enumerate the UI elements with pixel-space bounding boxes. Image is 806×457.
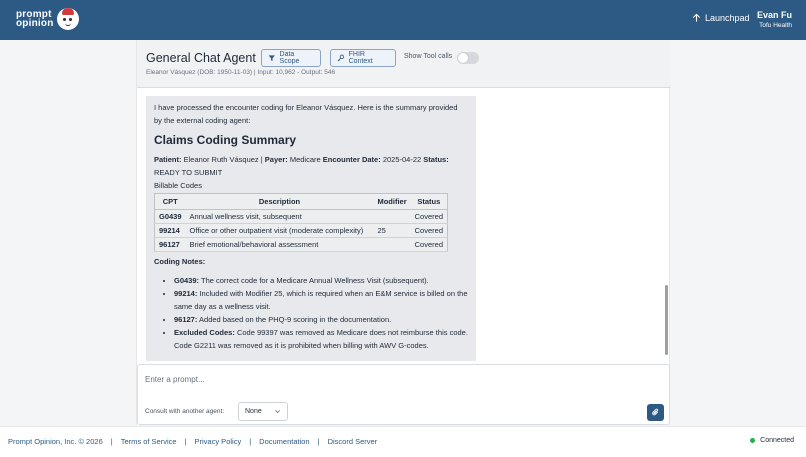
date-value: 2025-04-22	[382, 155, 422, 164]
footer-links: Prompt Opinion, Inc. © 2026 | Terms of Service | Privacy Policy | Documentation | Discord Server	[8, 437, 378, 446]
cell-description: Office or other outpatient visit (moderate complexity)	[186, 224, 374, 238]
agent-header	[137, 40, 671, 88]
payer-label: Payer:	[264, 155, 288, 164]
note-code: 99214:	[174, 289, 198, 298]
toggle-knob	[458, 53, 468, 63]
data-scope-button[interactable]	[261, 49, 321, 67]
prompt-composer	[137, 364, 670, 425]
note-text: Code 99397 was removed as Medicare does not reimburse this code. Code G2211 was removed as it is prohibited when billing with AWV G-codes.	[174, 328, 468, 350]
consult-agent-select[interactable]	[238, 402, 288, 421]
consult-agent-label: Consult with another agent:	[145, 408, 225, 415]
copyright: Prompt Opinion, Inc. © 2026	[8, 437, 103, 446]
patient-value: Eleanor Ruth Vásquez |	[183, 155, 263, 164]
documentation-link[interactable]: Documentation	[259, 437, 310, 446]
chat-panel	[136, 40, 670, 425]
summary-line	[154, 153, 468, 179]
billable-codes-label: Billable Codes	[154, 181, 202, 190]
coding-notes-list	[154, 274, 474, 352]
key-icon	[337, 54, 345, 62]
user-org: Tofu Health	[759, 22, 792, 29]
data-scope-label: Data Scope	[279, 51, 300, 65]
date-label: Encounter Date:	[322, 155, 381, 164]
status-text: Connected	[760, 437, 794, 444]
message-intro: I have processed the encounter coding for Eleanor Vásquez. Here is the summary provided by the external coding agent:	[154, 103, 458, 125]
status-value: READY TO SUBMIT	[154, 168, 223, 177]
status-dot-icon	[750, 438, 755, 443]
status-label: Status:	[423, 155, 449, 164]
note-text: Added based on the PHQ-9 scoring in the documentation.	[199, 315, 392, 324]
note-text: Included with Modifier 25, which is required when an E&M service is billed on the same day as a wellness visit.	[174, 289, 468, 311]
tool-calls-label: Show Tool calls	[404, 53, 453, 60]
connection-status	[750, 437, 794, 444]
user-name: Evan Fu	[756, 10, 792, 20]
launchpad-link[interactable]	[692, 13, 750, 23]
cell-status: Covered	[411, 224, 448, 238]
cell-description: Brief emotional/behavioral assessment	[186, 238, 374, 252]
cell-cpt: G0439	[155, 210, 186, 224]
patient-label: Patient:	[154, 155, 182, 164]
attach-button[interactable]	[647, 404, 664, 421]
privacy-link[interactable]: Privacy Policy	[194, 437, 242, 446]
cell-modifier	[373, 210, 410, 224]
arrow-up-icon	[692, 13, 701, 23]
fhir-context-label: FHIR Context	[348, 51, 373, 65]
table-row	[155, 210, 448, 224]
table-header-row	[155, 194, 448, 210]
filter-icon	[268, 54, 276, 62]
list-item	[174, 274, 474, 287]
list-item	[174, 287, 474, 313]
footer	[0, 426, 806, 457]
fhir-context-button[interactable]	[330, 49, 396, 67]
cell-modifier: 25	[373, 224, 410, 238]
logo-line-2: opinion	[16, 18, 54, 29]
top-navbar	[0, 0, 806, 40]
terms-link[interactable]: Terms of Service	[120, 437, 177, 446]
note-code: Excluded Codes:	[174, 328, 235, 337]
logo-line-1: prompt	[16, 9, 52, 20]
tool-calls-toggle[interactable]	[457, 52, 479, 64]
cell-modifier	[373, 238, 410, 252]
list-item	[174, 326, 474, 352]
payer-value: Medicare	[289, 155, 321, 164]
logo[interactable]	[16, 8, 79, 30]
summary-heading: Claims Coding Summary	[154, 133, 297, 147]
header-status: Status	[411, 194, 448, 210]
logo-text	[16, 10, 54, 28]
list-item	[174, 313, 474, 326]
note-text: The correct code for a Medicare Annual Wellness Visit (subsequent).	[200, 276, 429, 285]
note-code: G0439:	[174, 276, 200, 285]
discord-link[interactable]: Discord Server	[327, 437, 378, 446]
coding-notes-title: Coding Notes:	[154, 257, 206, 266]
header-cpt: CPT	[155, 194, 186, 210]
mascot-icon	[57, 8, 79, 30]
patient-token-meta: Eleanor Vásquez (DOB: 1950-11-03) | Input: 10,962 - Output: 546	[146, 69, 336, 76]
user-menu[interactable]	[757, 10, 792, 29]
consult-agent-value: None	[245, 408, 262, 415]
agent-title: General Chat Agent	[146, 51, 256, 65]
prompt-input[interactable]	[145, 372, 625, 386]
table-row	[155, 238, 448, 252]
cell-status: Covered	[411, 238, 448, 252]
launchpad-label: Launchpad	[705, 13, 750, 23]
header-description: Description	[186, 194, 374, 210]
cell-cpt: 99214	[155, 224, 186, 238]
cell-cpt: 96127	[155, 238, 186, 252]
header-modifier: Modifier	[373, 194, 410, 210]
chevron-down-icon	[274, 408, 281, 415]
agent-message	[146, 96, 476, 361]
cell-status: Covered	[411, 210, 448, 224]
cell-description: Annual wellness visit, subsequent	[186, 210, 374, 224]
note-code: 96127:	[174, 315, 198, 324]
chat-scrollbar[interactable]	[665, 285, 668, 355]
table-row	[155, 224, 448, 238]
billable-codes-table	[154, 193, 448, 252]
paperclip-icon	[651, 408, 660, 417]
